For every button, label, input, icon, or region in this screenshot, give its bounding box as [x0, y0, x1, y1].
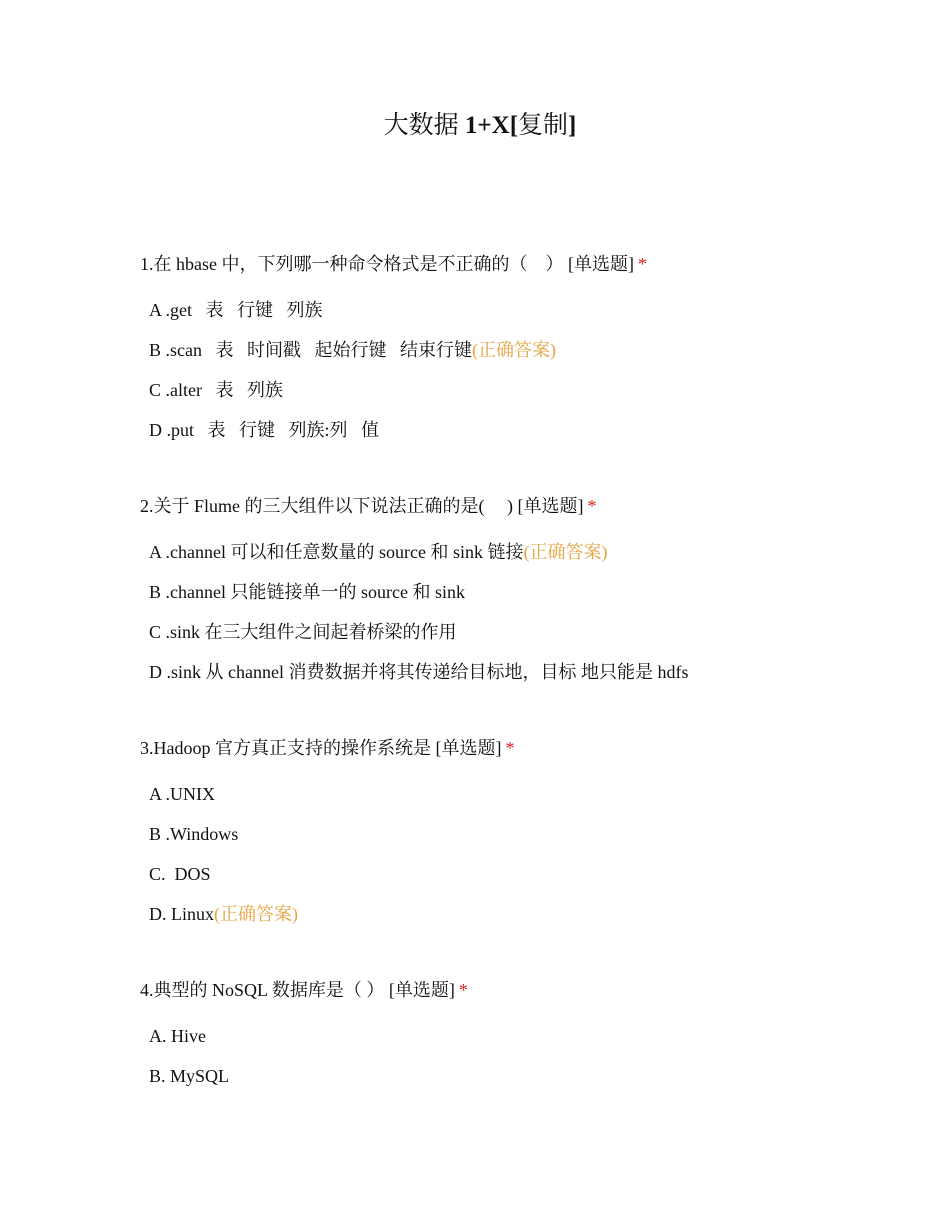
question-text: 1.在 hbase 中，下列哪一种命令格式是不正确的（ ）: [140, 254, 564, 274]
question-type-label: [单选题]: [567, 254, 634, 274]
question-3: [140, 735, 860, 934]
required-mark: *: [458, 980, 468, 1000]
required-mark: *: [505, 738, 515, 758]
option-text: A .channel 可以和任意数量的 source 和 sink 链接: [149, 542, 524, 562]
option-b[interactable]: [149, 330, 860, 370]
option-text: B .scan 表 时间戳 起始行键 结束行键: [149, 340, 472, 360]
question-stem: [140, 251, 860, 277]
correct-answer-tag: (正确答案): [472, 340, 556, 360]
option-list: [140, 1016, 860, 1096]
title-prefix: 大数据: [383, 112, 465, 139]
required-mark: *: [587, 496, 597, 516]
option-text: A .UNIX: [149, 784, 215, 804]
option-text: D .sink 从 channel 消费数据并将其传递给目标地，目标 地只能是 hdfs: [149, 662, 689, 682]
question-text: 4.典型的 NoSQL 数据库是（ ）: [140, 980, 385, 1000]
option-text: B. MySQL: [149, 1066, 230, 1086]
question-text: 2.关于 Flume 的三大组件以下说法正确的是( ): [140, 496, 513, 516]
option-list: [140, 532, 860, 692]
question-type-label: [单选题]: [517, 496, 584, 516]
option-b[interactable]: [149, 572, 860, 612]
option-a[interactable]: [149, 290, 860, 330]
option-text: B .channel 只能链接单一的 source 和 sink: [149, 582, 465, 602]
option-text: D .put 表 行键 列族:列 值: [149, 420, 380, 440]
option-a[interactable]: [149, 532, 860, 572]
option-d[interactable]: [149, 410, 860, 450]
option-a[interactable]: [149, 1016, 860, 1056]
question-text: 3.Hadoop 官方真正支持的操作系统是: [140, 738, 431, 758]
question-type-label: [单选题]: [388, 980, 455, 1000]
required-mark: *: [637, 254, 647, 274]
option-b[interactable]: [149, 1056, 860, 1096]
question-2: [140, 493, 860, 692]
option-text: C .sink 在三大组件之间起着桥梁的作用: [149, 622, 457, 642]
question-1: [140, 251, 860, 450]
title-bold-part: 1+X[: [464, 112, 519, 139]
page-title: [0, 108, 950, 144]
question-stem: [140, 735, 860, 761]
question-stem: [140, 977, 860, 1003]
option-c[interactable]: [149, 854, 860, 894]
title-suffix: ]: [568, 112, 577, 139]
question-4: [140, 977, 860, 1096]
option-text: B .Windows: [149, 824, 239, 844]
correct-answer-tag: (正确答案): [523, 542, 608, 562]
question-type-label: [单选题]: [435, 738, 502, 758]
option-text: A. Hive: [149, 1026, 206, 1046]
option-c[interactable]: [149, 612, 860, 652]
option-d[interactable]: [149, 894, 860, 934]
question-stem: [140, 493, 860, 519]
option-c[interactable]: [149, 370, 860, 410]
option-text: A .get 表 行键 列族: [149, 300, 323, 320]
option-a[interactable]: [149, 774, 860, 814]
option-text: C .alter 表 列族: [149, 380, 283, 400]
option-text: D. Linux: [149, 904, 214, 924]
correct-answer-tag: (正确答案): [214, 904, 298, 924]
option-list: [140, 290, 860, 450]
option-list: [140, 774, 860, 934]
title-middle: 复制: [518, 112, 569, 139]
option-text: C. DOS: [149, 864, 211, 884]
option-d[interactable]: [149, 652, 860, 692]
option-b[interactable]: [149, 814, 860, 854]
